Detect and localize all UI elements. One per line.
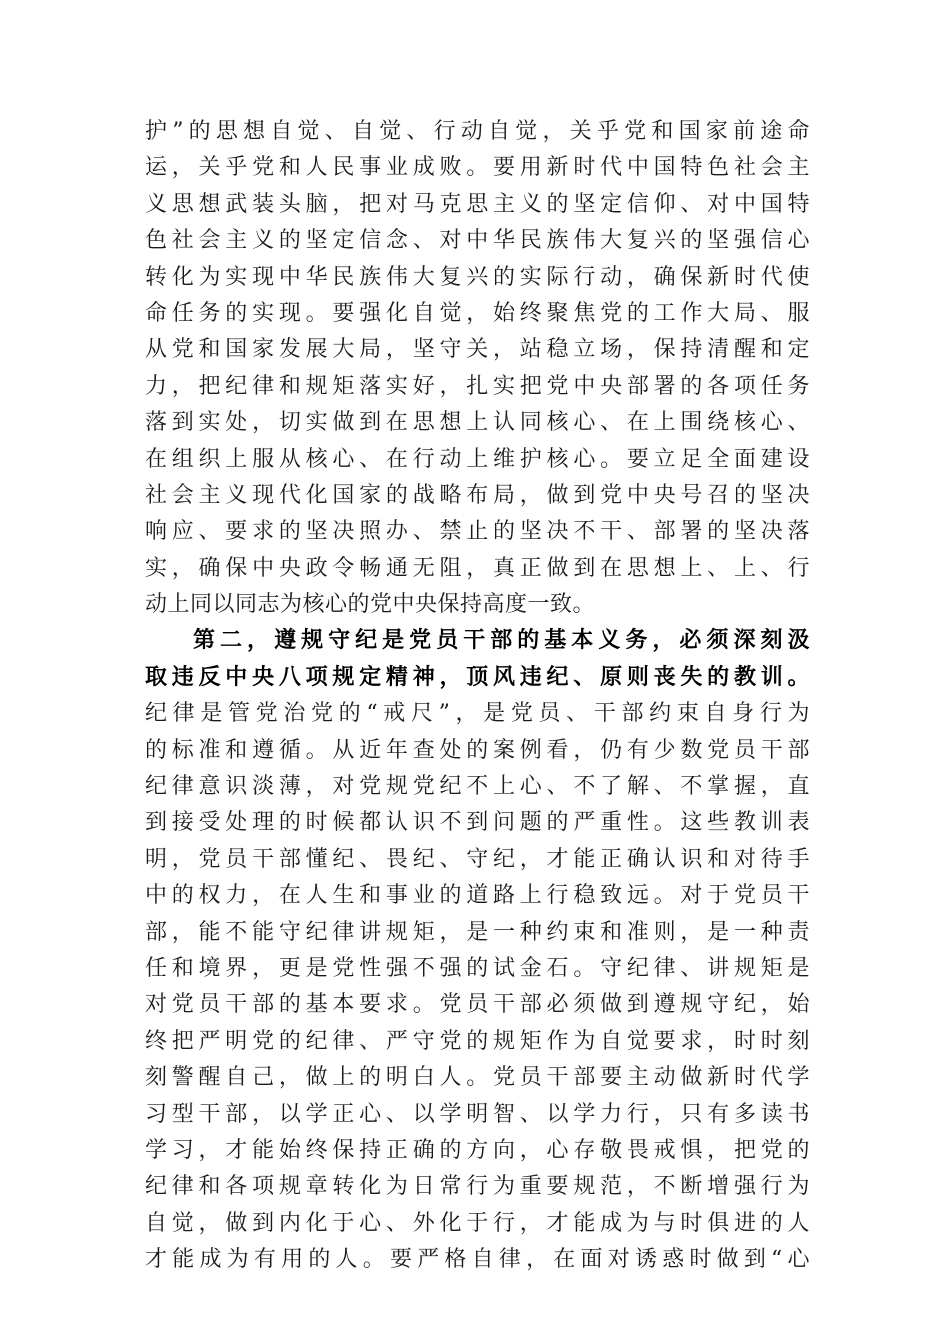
text-line: 义思想武装头脑，把对马克思主义的坚定信仰、对中国特 — [145, 191, 810, 217]
text-line: 任和境界，更是党性强不强的试金石。守纪律、讲规矩是 — [145, 955, 810, 981]
text-line: 学习，才能始终保持正确的方向，心存敬畏戒惧，把党的 — [145, 1137, 810, 1163]
text-line: 转化为实现中华民族伟大复兴的实际行动，确保新时代使 — [145, 264, 810, 290]
text-line: 纪律是管党治党的“戒尺”，是党员、干部约束自身行为 — [145, 701, 810, 727]
text-line: 纪律意识淡薄，对党规党纪不上心、不了解、不掌握，直 — [145, 774, 810, 800]
text-line: 落到实处，切实做到在思想上认同核心、在上围绕核心、 — [145, 410, 810, 436]
text-line: 中的权力，在人生和事业的道路上行稳致远。对于党员干 — [145, 883, 810, 909]
text-line: 的标准和遵循。从近年查处的案例看，仍有少数党员干部 — [145, 737, 810, 763]
text-line: 对党员干部的基本要求。党员干部必须做到遵规守纪，始 — [145, 992, 810, 1018]
text-line: 动上同以同志为核心的党中央保持高度一致。 — [145, 592, 596, 618]
section-heading-line: 取违反中央八项规定精神，顶风违纪、原则丧失的教训。 — [145, 664, 810, 690]
text-line: 色社会主义的坚定信念、对中华民族伟大复兴的坚强信心 — [145, 228, 810, 254]
text-line: 护”的思想自觉、自觉、行动自觉，关乎党和国家前途命 — [145, 119, 810, 144]
text-line: 在组织上服从核心、在行动上维护核心。要立足全面建设 — [145, 446, 810, 472]
text-line: 从党和国家发展大局，坚守关，站稳立场，保持清醒和定 — [145, 337, 810, 363]
text-line: 到接受处理的时候都认识不到问题的严重性。这些教训表 — [145, 810, 810, 836]
text-line: 命任务的实现。要强化自觉，始终聚焦党的工作大局、服 — [145, 300, 810, 326]
section-heading-line: 第二，遵规守纪是党员干部的基本义务，必须深刻汲 — [193, 628, 810, 654]
text-line: 纪律和各项规章转化为日常行为重要规范，不断增强行为 — [145, 1174, 810, 1200]
text-line: 运，关乎党和人民事业成败。要用新时代中国特色社会主 — [145, 155, 810, 181]
text-line: 终把严明党的纪律、严守党的规矩作为自觉要求，时时刻 — [145, 1028, 810, 1054]
body-text — [145, 114, 810, 1279]
text-line: 社会主义现代化国家的战略布局，做到党中央号召的坚决 — [145, 482, 810, 508]
text-line: 习型干部，以学正心、以学明智、以学力行，只有多读书 — [145, 1101, 810, 1127]
text-line: 自觉，做到内化于心、外化于行，才能成为与时俱进的人 — [145, 1210, 810, 1236]
text-line: 力，把纪律和规矩落实好，扎实把党中央部署的各项任务 — [145, 373, 810, 399]
text-line: 刻警醒自己，做上的明白人。党员干部要主动做新时代学 — [145, 1065, 810, 1091]
text-line: 部，能不能守纪律讲规矩，是一种约束和准则，是一种责 — [145, 919, 810, 945]
text-line: 响应、要求的坚决照办、禁止的坚决不干、部署的坚决落 — [145, 519, 810, 545]
text-line: 实，确保中央政令畅通无阻，真正做到在思想上、上、行 — [145, 555, 810, 581]
text-line: 才能成为有用的人。要严格自律，在面对诱惑时做到“心 — [145, 1247, 810, 1273]
text-line: 明，党员干部懂纪、畏纪、守纪，才能正确认识和对待手 — [145, 846, 810, 872]
